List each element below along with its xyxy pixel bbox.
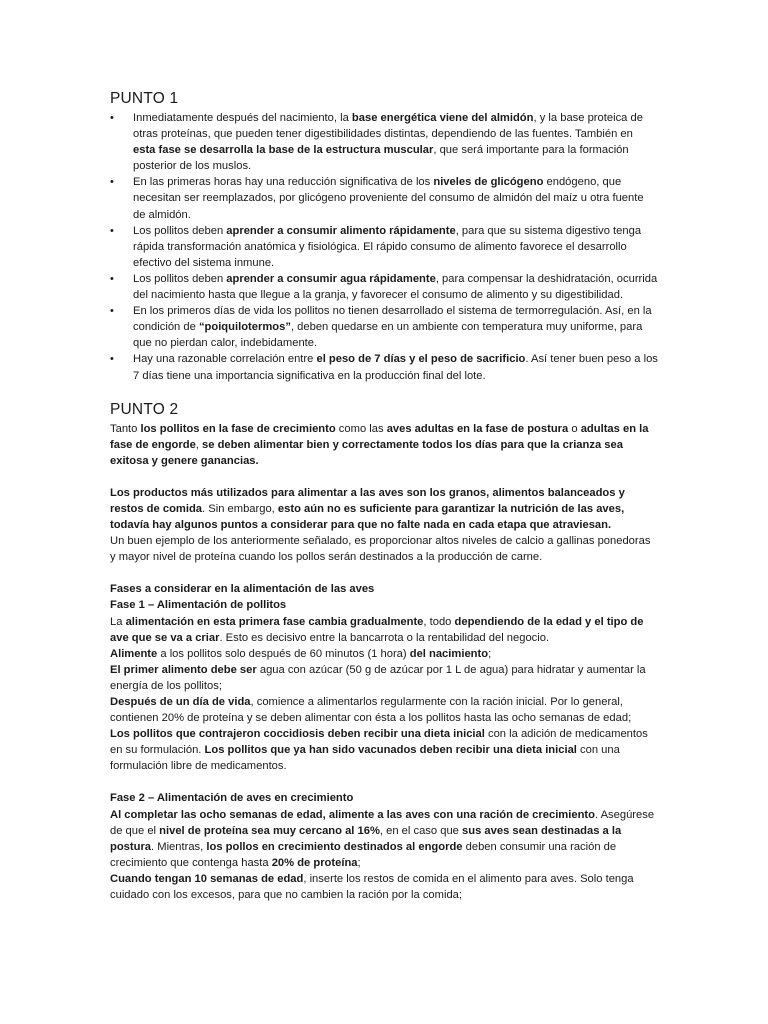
paragraph	[110, 533, 658, 565]
bold-text: esta fase se desarrolla la base de la estructura muscular	[133, 144, 434, 157]
bold-text: Al completar las ocho semanas de edad, alimente a las aves con una ración de crecimiento	[110, 808, 595, 821]
bold-text: Fase 1 – Alimentación de pollitos	[110, 599, 287, 612]
bold-text: aprender a consumir agua rápidamente	[226, 272, 436, 285]
text-run: , para que su sistema digestivo tenga rápida transformación anatómica y fisiológica. El rápido consumo de alimento favorece el desarrollo efectivo del sistema inmune.	[133, 224, 642, 269]
bullet-item	[110, 303, 658, 351]
paragraph	[110, 614, 658, 646]
text-run: La	[110, 615, 126, 628]
text-run: . Asegúrese de que el	[110, 808, 655, 837]
paragraph	[110, 807, 658, 871]
text-run: ,	[195, 438, 203, 451]
text-run: . Así tener buen peso a los 7 días tiene una importancia significativa en la producción final del lote.	[133, 353, 658, 382]
bold-text: Fases a considerar en la alimentación de las aves	[110, 583, 375, 596]
text-run: . Mientras,	[151, 840, 207, 853]
text-run: En los primeros días de vida los pollitos no tienen desarrollado el sistema de termorregulación. Así, en la condición de	[133, 305, 652, 334]
paragraph	[110, 662, 658, 694]
paragraph	[110, 581, 658, 597]
bold-text: Cuando tengan 10 semanas de edad	[110, 872, 304, 885]
text-run: deben consumir una ración de crecimiento que contenga hasta	[110, 840, 617, 869]
text-run: , comience a alimentarlos regularmente con la ración inicial. Por lo general, contienen 20% de proteína y se deben alimentar con ésta a los pollitos hasta las ocho semanas de edad;	[110, 696, 632, 725]
paragraph	[110, 871, 658, 903]
bullet-icon: •	[110, 353, 114, 366]
paragraph	[110, 694, 658, 726]
bold-text: El primer alimento debe ser	[110, 663, 257, 676]
bullet-icon: •	[110, 176, 114, 189]
bold-text: Después de un día de vida	[110, 696, 251, 708]
text-run: , y la base proteica de otras proteínas, que pueden tener digestibilidades distintas, dependiendo de las fuentes. También en	[133, 112, 643, 141]
text-run: , todo	[423, 615, 455, 628]
bold-text: el peso de 7 días y el peso de sacrificio	[316, 353, 526, 366]
bold-text: base energética viene del almidón	[351, 112, 534, 124]
bold-text: Los productos más utilizados para alimentar a las aves son los granos, alimentos balanceados y restos de comida	[110, 486, 625, 515]
paragraph	[110, 790, 658, 806]
punto-1-heading: PUNTO 1	[110, 90, 179, 107]
bold-text: alimentación en esta primera fase cambia gradualmente	[125, 615, 424, 628]
text-run: endógeno, que necesitan ser reemplazados, por glicógeno proveniente del consumo de almidón del maíz u otra fuente de almidón.	[133, 176, 644, 221]
bold-text: Fase 2 – Alimentación de aves en crecimiento	[110, 792, 354, 805]
bold-text: dependiendo de la edad y el tipo de ave que se va a criar	[110, 615, 644, 644]
text-run: a los pollitos solo después de 60 minutos (1 hora)	[157, 647, 410, 660]
bold-text: Los pollitos que contrajeron coccidiosis deben recibir una dieta inicial	[110, 728, 485, 741]
paragraph	[110, 421, 658, 469]
bold-text: niveles de glicógeno	[433, 176, 544, 189]
text-run: ;	[357, 856, 361, 869]
bold-text: aves adultas en la fase de postura	[386, 422, 569, 435]
bullet-item	[110, 351, 658, 383]
bold-text: adultas en la fase de engorde	[110, 422, 649, 451]
text-run: En las primeras horas hay una reducción significativa de los	[133, 176, 434, 189]
bold-text: se deben alimentar bien y correctamente todos los días para que la crianza sea exitosa y genere ganancias.	[110, 438, 623, 467]
bullet-icon: •	[110, 272, 114, 285]
text-run: , en el caso que	[379, 824, 463, 837]
bold-text: “poiquilotermos”	[198, 321, 291, 334]
text-run: , que será importante para la formación posterior de los muslos.	[133, 144, 629, 173]
bullet-item	[110, 271, 658, 303]
bold-text: los pollitos en la fase de crecimiento	[140, 422, 336, 435]
text-run: Los pollitos deben	[133, 272, 227, 285]
bold-text: 20% de proteína	[271, 856, 358, 869]
paragraph-spacer	[110, 774, 658, 790]
text-run: , inserte los restos de comida en el alimento para aves. Solo tenga cuidado con los excesos, para que no cambien la ración por la comida;	[110, 872, 634, 902]
text-run: Tanto	[110, 422, 141, 435]
bold-text: del nacimiento	[409, 647, 489, 660]
text-run: Inmediatamente después del nacimiento, la	[133, 112, 352, 124]
paragraph	[110, 726, 658, 774]
text-run: ;	[488, 647, 492, 660]
text-run: o	[568, 422, 581, 435]
text-run: con una formulación libre de medicamentos.	[110, 744, 620, 773]
text-run: . Esto es decisivo entre la bancarrota o la rentabilidad del negocio.	[219, 631, 550, 644]
bold-text: nivel de proteína sea muy cercano al 16%	[159, 824, 380, 837]
bullet-item	[110, 110, 658, 174]
text-run: Los pollitos deben	[133, 224, 227, 237]
bullet-icon: •	[110, 305, 114, 318]
bold-text: los pollos en crecimiento destinados al engorde	[206, 840, 463, 853]
bold-text: esto aún no es suficiente para garantizar la nutrición de las aves, todavía hay algunos puntos a considerar para que no falte nada en cada etapa que atraviesan.	[110, 502, 625, 532]
text-run: Un buen ejemplo de los anteriormente señalado, es proporcionar altos niveles de calcio a gallinas ponedoras y mayor nivel de proteína cuando los pollos serán destinados a la producción de carne.	[110, 535, 651, 564]
bold-text: sus aves sean destinadas a la postura	[110, 824, 622, 853]
paragraph	[110, 485, 658, 533]
bold-text: aprender a consumir alimento rápidamente	[226, 224, 456, 237]
bullet-icon: •	[110, 112, 114, 124]
punto-2-body	[110, 421, 658, 904]
text-run: agua con azúcar (50 g de azúcar por 1 L de agua) para hidratar y aumentar la energía de los pollitos;	[110, 663, 646, 692]
bold-text: Alimente	[110, 647, 158, 660]
text-run: , para compensar la deshidratación, ocurrida del nacimiento hasta que llegue a la granja, y favorecer el consumo de alimento y su digestibilidad.	[133, 272, 658, 302]
text-run: . Sin embargo,	[202, 502, 278, 515]
bullet-item	[110, 174, 658, 222]
punto-2-heading: PUNTO 2	[110, 400, 179, 418]
text-run: con la adición de medicamentos en su formulación.	[110, 728, 648, 757]
text-run: Hay una razonable correlación entre	[133, 353, 317, 366]
text-run: como las	[335, 422, 387, 435]
paragraph	[110, 597, 658, 613]
bullet-icon: •	[110, 224, 114, 237]
bold-text: Los pollitos que ya han sido vacunados deben recibir una dieta inicial	[204, 744, 577, 757]
paragraph-spacer	[110, 469, 658, 485]
paragraph-spacer	[110, 565, 658, 581]
punto-1-bullet-list	[110, 110, 658, 384]
paragraph	[110, 646, 658, 662]
bullet-item	[110, 223, 658, 271]
text-run: , deben quedarse en un ambiente con temperatura muy uniforme, para que no pierdan calor, indebidamente.	[133, 321, 643, 350]
